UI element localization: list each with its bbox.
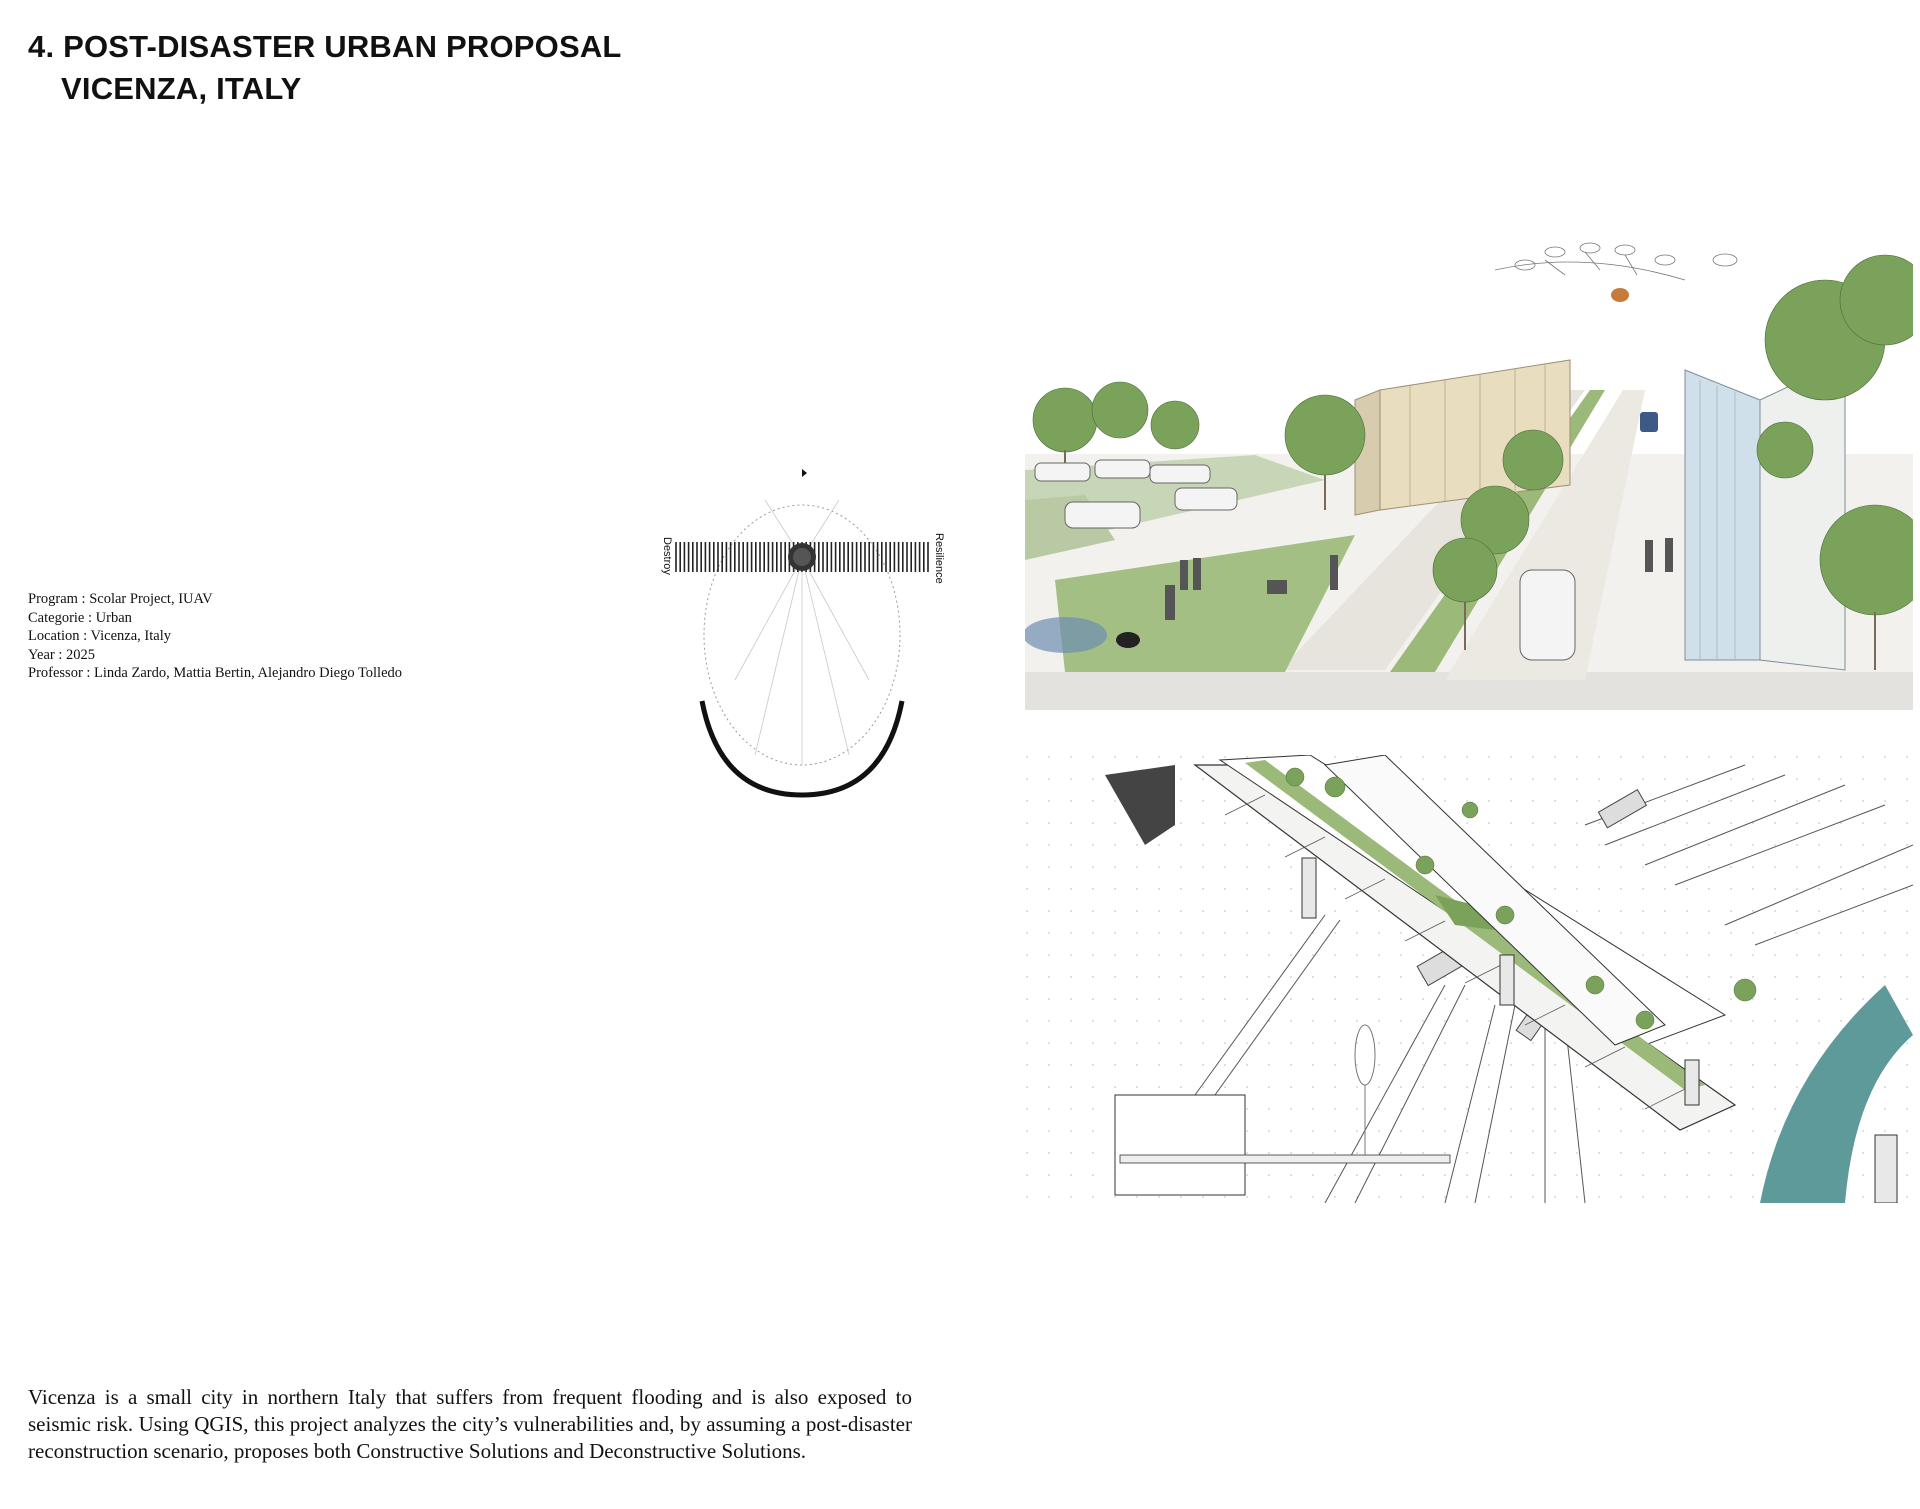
project-description: Vicenza is a small city in northern Italy that suffers from frequent flooding and is also exposed to seismic risk. Using QGIS, this project analyzes the city’s vulnerabilities and, by assuming a post-disaster reconstruction scenario, proposes both Constructive Solutions and Deconstructive Solutions.	[28, 1385, 912, 1463]
category-line: Categorie : Urban	[28, 609, 132, 626]
year-line: Year : 2025	[28, 646, 95, 663]
destroy-label: Destroy	[661, 537, 673, 575]
professor-line: Professor : Linda Zardo, Mattia Bertin, Alejandro Diego Tolledo	[28, 665, 403, 681]
title-line-2: VICENZA, ITALY	[61, 71, 302, 106]
resilience-diagram	[640, 465, 960, 810]
street-perspective-illustration	[1025, 240, 1913, 710]
project-info	[28, 590, 402, 683]
title-line-1: 4. POST-DISASTER URBAN PROPOSAL	[28, 29, 622, 64]
location-line: Location : Vicenza, Italy	[28, 628, 171, 644]
program-line: Program : Scolar Project, IUAV	[28, 591, 213, 607]
resilience-label: Resilience	[933, 533, 945, 584]
elevated-greenway-illustration	[1025, 755, 1913, 1203]
page-title	[28, 26, 622, 110]
